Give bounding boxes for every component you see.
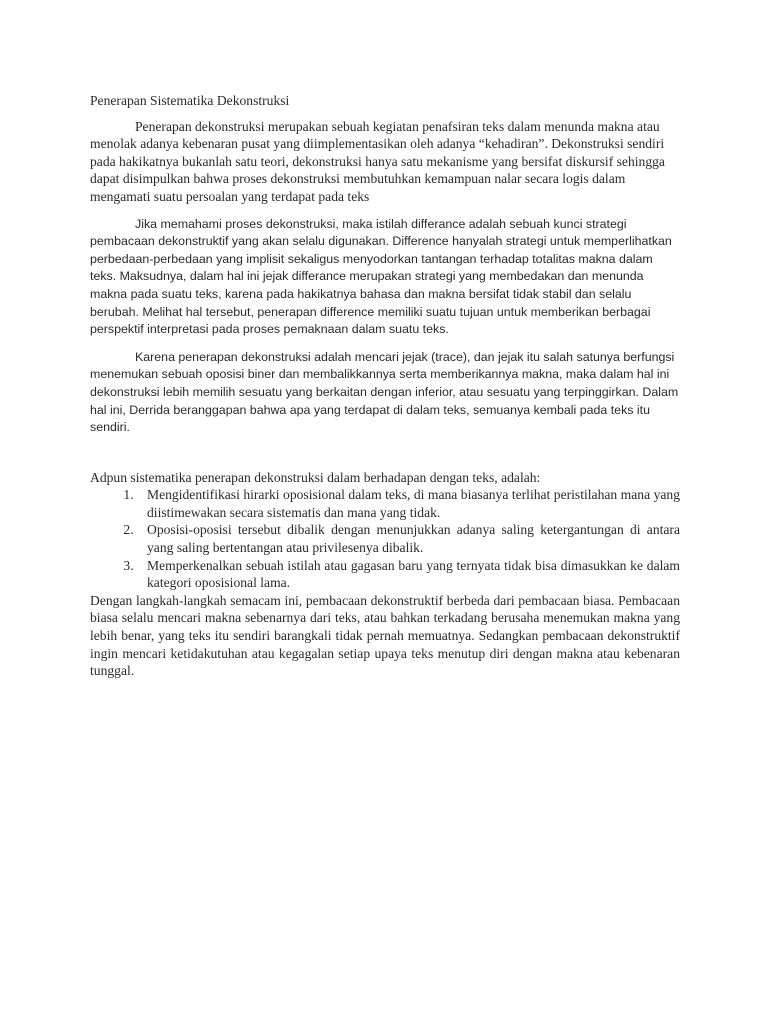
- list-intro: Adpun sistematika penerapan dekonstruksi dalam berhadapan dengan teks, adalah:: [90, 469, 541, 485]
- document-title: Penerapan Sistematika Dekonstruksi: [90, 93, 290, 108]
- paragraph-definition: Penerapan dekonstruksi merupakan sebuah kegiatan penafsiran teks dalam menunda makna atau menolak adanya kebenaran pusat yang diimplementasikan oleh adanya “kehadiran”. Dekonstruksi sendiri pada hakikatnya bukanlah satu teori, dekonstruksi hanya satu mekanisme yang bersifat diskursif sehingga dapat disimpulkan bahwa proses dekonstruksi membutuhkan kemampuan nalar secara logis dalam mengamati suatu persoalan yang terdapat pada teks: [90, 118, 665, 204]
- paragraph-trace: Karena penerapan dekonstruksi adalah mencari jejak (trace), dan jejak itu salah satunya berfungsi menemukan sebuah oposisi biner dan membalikkannya serta memberikannya makna, maka dalam hal ini dekonstruksi lebih memilih sesuatu yang berkaitan dengan inferior, atau sesuatu yang terpinggirkan. Dalam hal ini, Derrida beranggapan bahwa apa yang terdapat di dalam teks, semuanya kembali pada teks itu sendiri.: [90, 349, 679, 435]
- list-item: 1. Mengidentifikasi hirarki oposisional dalam teks, di mana biasanya terlihat peristilahan mana yang diistimewakan secara sistematis dan mana yang tidak.: [137, 486, 680, 521]
- list-item: 2. Oposisi-oposisi tersebut dibalik dengan menunjukkan adanya saling ketergantungan di antara yang saling bertentangan atau privilesenya dibalik.: [137, 521, 680, 556]
- document-page: [90, 92, 680, 680]
- list-item: 3. Memperkenalkan sebuah istilah atau gagasan baru yang ternyata tidak bisa dimasukkan ke dalam kategori oposisional lama.: [137, 557, 680, 592]
- section-gap: [90, 447, 680, 469]
- closing-paragraph: Dengan langkah-langkah semacam ini, pembacaan dekonstruktif berbeda dari pembacaan biasa. Pembacaan biasa selalu mencari makna sebenarnya dari teks, atau bahkan terkadang berusaha menemukan makna yang lebih benar, yang teks itu sendiri barangkali tidak pernah memuatnya. Sedangkan pembacaan dekonstruktif ingin mencari ketidakutuhan atau kegagalan setiap upaya teks menutup diri dengan makna atau kebenaran tunggal.: [90, 592, 680, 679]
- paragraph-differance: Jika memahami proses dekonstruksi, maka istilah differance adalah sebuah kunci strategi pembacaan dekonstruktif yang akan selalu digunakan. Difference hanyalah strategi untuk memperlihatkan perbedaan-perbedaan yang implisit sekaligus menyodorkan tantangan terhadap totalitas makna dalam teks. Maksudnya, dalam hal ini jejak differance merupakan strategi yang membedakan dan menunda makna pada suatu teks, karena pada hakikatnya bahasa dan makna bersifat tidak stabil dan selalu berubah. Melihat hal tersebut, penerapan difference memiliki suatu tujuan untuk memberikan berbagai perspektif interpretasi pada proses pemaknaan dalam suatu teks.: [90, 216, 672, 337]
- steps-list: [90, 486, 680, 592]
